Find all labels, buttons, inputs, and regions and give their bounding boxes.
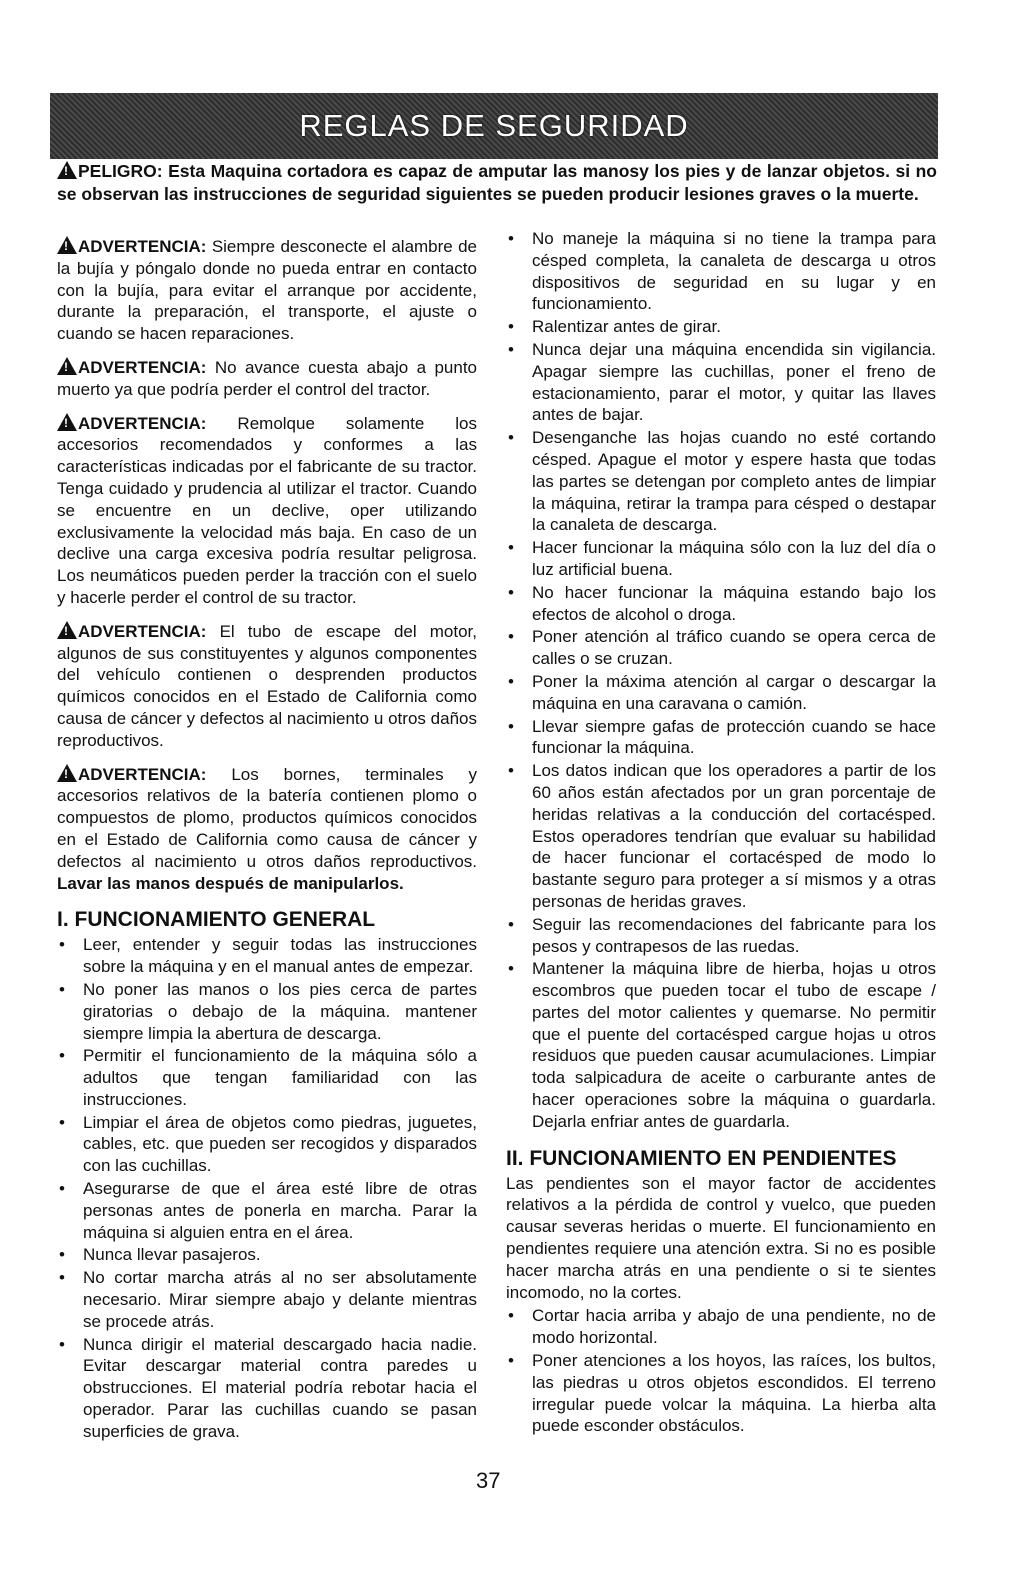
list-item: • Permitir el funcionamiento de la máquina sólo a adultos que tengan familiaridad con las instrucciones. bbox=[57, 1045, 477, 1110]
list-item: • No poner las manos o los pies cerca de partes giratorias o debajo de la máquina. mantener siempre limpia la abertura de descarga. bbox=[57, 979, 477, 1044]
list-item: • Asegurarse de que el área esté libre de otras personas antes de ponerla en marcha. Parar la máquina si alguien entra en el área. bbox=[57, 1178, 477, 1243]
page-title: REGLAS DE SEGURIDAD bbox=[299, 108, 689, 143]
list-item: • Nunca dejar una máquina encendida sin vigilancia. Apagar siempre las cuchillas, poner el freno de estacionamiento, parar el motor, y quitar las llaves antes de bajar. bbox=[506, 339, 936, 426]
warning-label: ADVERTENCIA: bbox=[78, 237, 207, 256]
bullet-list bbox=[506, 1305, 936, 1437]
warning-triangle-icon bbox=[57, 764, 77, 782]
warning-text: Los bornes, terminales y accesorios relativos de la batería contienen plomo o compuestos de plomo, productos químicos conocidos en el Estado de California como causa de cáncer y defectos al nacimiento u otros daños reproductivos. bbox=[57, 764, 477, 871]
list-item: • Poner la máxima atención al cargar o descargar la máquina en una caravana o camión. bbox=[506, 671, 936, 715]
list-item: • Llevar siempre gafas de protección cuando se hace funcionar la máquina. bbox=[506, 716, 936, 760]
warning-label: ADVERTENCIA: bbox=[78, 413, 207, 433]
section-heading: I. FUNCIONAMIENTO GENERAL bbox=[57, 908, 376, 932]
warning-triangle-icon bbox=[57, 621, 77, 639]
list-item: • Mantener la máquina libre de hierba, hojas u otros escombros que pueden tocar el tubo de escape / partes del motor calientes y quemarse. No permitir que el puente del cortacésped cargue hojas u otros residuos que pueden causar acumulaciones. Limpiar toda salpicadura de aceite o carburante antes de hacer operaciones sobre la máquina o guardarla. Dejarla enfriar antes de guardarla. bbox=[506, 958, 936, 1132]
list-item: • Ralentizar antes de girar. bbox=[506, 316, 936, 338]
list-item: • Cortar hacia arriba y abajo de una pendiente, no de modo horizontal. bbox=[506, 1305, 936, 1349]
list-item: • Nunca dirigir el material descargado hacia nadie. Evitar descargar material contra paredes u obstrucciones. El material podría rebotar hacia el operador. Parar las cuchillas cuando se pasan superficies de grava. bbox=[57, 1334, 477, 1443]
list-item: • Nunca llevar pasajeros. bbox=[57, 1244, 477, 1266]
list-item: • Seguir las recomendaciones del fabricante para los pesos y contrapesos de las ruedas. bbox=[506, 914, 936, 958]
warning-paragraph bbox=[57, 621, 477, 752]
list-item: • Limpiar el área de objetos como piedras, juguetes, cables, etc. que pueden ser recogidos y disparados con las cuchillas. bbox=[57, 1112, 477, 1177]
warning-label: ADVERTENCIA: bbox=[78, 357, 207, 377]
section-intro: Las pendientes son el mayor factor de accidentes relativos a la pérdida de control y vuelco, que pueden causar severas heridas o muerte. El funcionamiento en pendientes requiere una atención extra. Si no es posible hacer marcha atrás en una pendiente o si te sientes incomodo, no la cortes. bbox=[506, 1173, 936, 1302]
list-item: • No maneje la máquina si no tiene la trampa para césped completa, la canaleta de descarga u otros dispositivos de seguridad en su lugar y en funcionamiento. bbox=[506, 228, 936, 315]
warning-triangle-icon bbox=[57, 161, 77, 179]
list-item: • Los datos indican que los operadores a partir de los 60 años están afectados por un gran porcentaje de heridas relativas a la conducción del cortacésped. Estos operadores tendrían que evaluar su habilidad de hacer funcionar el cortacésped de modo lo bastante seguro para proteger a sí mismos y a otras personas de heridas graves. bbox=[506, 760, 936, 913]
bullet-list bbox=[506, 228, 936, 1133]
list-item: • Poner atención al tráfico cuando se opera cerca de calles o se cruzan. bbox=[506, 626, 936, 670]
warning-text: Remolque solamente los accesorios recomendados y conformes a las características indicadas por el fabricante de su tractor. Tenga cuidado y prudencia al utilizar el tractor. Cuando se encuentre en un declive, oper utilizando exclusivamente la velocidad más baja. En caso de un declive una carga excesiva podría resultar peligrosa. Los neumáticos pueden perder la tracción con el suelo y hacerle perder el control de su tractor. bbox=[57, 413, 477, 607]
warning-paragraph bbox=[57, 413, 477, 609]
page-number: 37 bbox=[476, 1468, 501, 1493]
list-item: • Desenganche las hojas cuando no esté cortando césped. Apague el motor y espere hasta que todas las partes se detengan por completo antes de limpiar la máquina, retirar la trampa para césped o destapar la canaleta de descarga. bbox=[506, 427, 936, 536]
warning-triangle-icon bbox=[57, 413, 77, 431]
warning-triangle-icon bbox=[57, 236, 77, 254]
list-item: • No cortar marcha atrás al no ser absolutamente necesario. Mirar siempre abajo y delante mientras se procede atrás. bbox=[57, 1267, 477, 1332]
list-item: • Hacer funcionar la máquina sólo con la luz del día o luz artificial buena. bbox=[506, 537, 936, 581]
warning-label: ADVERTENCIA: bbox=[78, 764, 207, 784]
list-item: • Leer, entender y seguir todas las instrucciones sobre la máquina y en el manual antes de empezar. bbox=[57, 934, 477, 978]
warning-label: ADVERTENCIA: bbox=[78, 621, 207, 641]
right-column bbox=[506, 228, 936, 1438]
warning-triangle-icon bbox=[57, 357, 77, 375]
section-heading: II. FUNCIONAMIENTO EN PENDIENTES bbox=[506, 1146, 897, 1170]
section-banner bbox=[50, 93, 938, 159]
danger-text: Esta Maquina cortadora es capaz de amputar las manosy los pies y de lanzar objetos. si no se observan las instrucciones de seguridad siguientes se pueden producir lesiones graves o la muerte. bbox=[57, 161, 937, 204]
warning-paragraph bbox=[57, 764, 477, 895]
warning-text: Siempre desconecte el alambre de la bujía y póngalo donde no pueda entrar en contacto con la bujía, para evitar el arranque por accidente, durante la preparación, el transporte, el ajuste o cuando se hacen reparaciones. bbox=[57, 237, 478, 344]
danger-label: PELIGRO: bbox=[78, 161, 163, 181]
warning-paragraph bbox=[57, 357, 477, 401]
list-item: • No hacer funcionar la máquina estando bajo los efectos de alcohol o droga. bbox=[506, 582, 936, 626]
list-item: • Poner atenciones a los hoyos, las raíces, los bultos, las piedras u otros objetos escondidos. El terreno irregular puede volcar la máquina. La hierba alta puede esconder obstáculos. bbox=[506, 1350, 936, 1437]
bullet-list bbox=[57, 934, 477, 1442]
left-column bbox=[57, 236, 477, 1444]
danger-notice bbox=[57, 160, 937, 206]
warning-bold-tail: Lavar las manos después de manipularlos. bbox=[57, 873, 404, 893]
warning-paragraph bbox=[57, 236, 477, 345]
warning-text: El tubo de escape del motor, algunos de sus constituyentes y algunos componentes del vehículo contienen o desprenden productos químicos conocidos en el Estado de California como causa de cáncer y defectos al nacimiento u otros daños reproductivos. bbox=[57, 621, 477, 750]
warning-text: No avance cuesta abajo a punto muerto ya que podría perder el control del tractor. bbox=[57, 357, 477, 399]
